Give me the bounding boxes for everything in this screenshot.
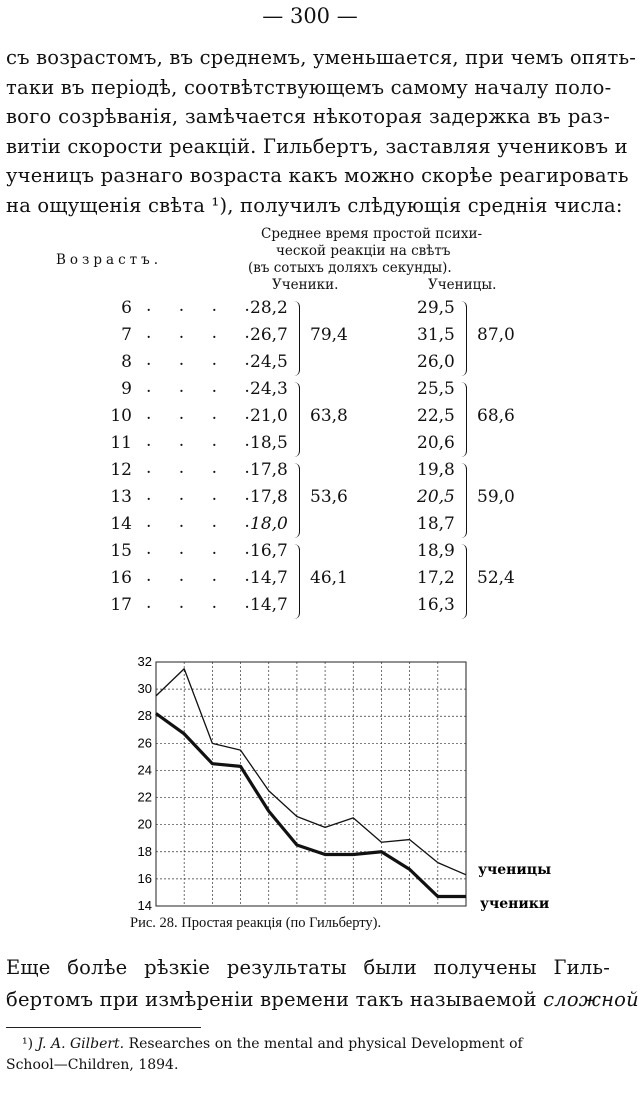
boys-time-cell: 18,0 (250, 514, 288, 534)
legend-label-girls: ученицы (478, 862, 552, 878)
boys-time-cell: 17,8 (250, 460, 288, 480)
boys-group-brace (294, 382, 300, 457)
figure-caption: Рис. 28. Простая реакція (по Гильберту). (130, 915, 382, 931)
y-tick-label: 32 (137, 654, 152, 669)
girls-group-average: 68,6 (477, 406, 515, 426)
boys-time-cell: 18,5 (250, 433, 288, 453)
footnote-line-2: School—Children, 1894. (6, 1057, 179, 1073)
y-tick-label: 14 (137, 898, 152, 913)
paragraph-line: ученицъ разнаго возраста какъ можно скорѣе реагировать (6, 164, 629, 187)
y-tick-label: 18 (137, 843, 152, 859)
boys-group-average: 63,8 (310, 406, 348, 426)
y-tick-label: 30 (137, 681, 152, 697)
girls-time-cell: 20,5 (417, 487, 455, 507)
paragraph-line: вого созрѣванія, замѣчается нѣкоторая задержка въ раз- (6, 105, 610, 128)
age-cell: 10 (110, 406, 132, 426)
girls-time-cell: 26,0 (417, 352, 455, 372)
age-cell: 6 (121, 298, 132, 318)
boys-time-cell: 24,5 (250, 352, 288, 372)
footnote-rule (6, 1027, 201, 1028)
leader-dots: . . . . (146, 566, 261, 586)
boys-time-cell: 14,7 (250, 595, 288, 615)
boys-group-brace (294, 544, 300, 619)
boys-time-cell: 21,0 (250, 406, 288, 426)
girls-group-average: 52,4 (477, 568, 515, 588)
boys-time-cell: 16,7 (250, 541, 288, 561)
boys-time-cell: 24,3 (250, 379, 288, 399)
legend-label-boys: ученики (480, 896, 550, 912)
age-cell: 11 (110, 433, 132, 453)
girls-group-average: 59,0 (477, 487, 515, 507)
body-paragraph-2 (6, 956, 639, 1026)
footnote-title: Researches on the mental and physical Development of (128, 1036, 523, 1052)
girls-time-cell: 20,6 (417, 433, 455, 453)
boys-time-cell: 28,2 (250, 298, 288, 318)
age-cell: 16 (110, 568, 132, 588)
paragraph-line: таки въ періодѣ, соотвѣтствующемъ самому началу поло- (6, 75, 612, 99)
reaction-time-chart (120, 652, 560, 920)
age-column-header: Возрастъ. (56, 252, 163, 268)
age-cell: 12 (110, 460, 132, 480)
boys-time-cell: 17,8 (250, 487, 288, 507)
girls-time-cell: 18,9 (417, 541, 455, 561)
body-paragraph (6, 46, 637, 226)
footnote-marker: ¹) (22, 1036, 34, 1052)
paragraph-2-line-2 (6, 988, 639, 1011)
boys-time-cell: 14,7 (250, 568, 288, 588)
paragraph-2-italic-word: сложной (543, 988, 639, 1011)
age-cell: 13 (110, 487, 132, 507)
age-cell: 9 (121, 379, 132, 399)
boys-group-average: 79,4 (310, 325, 348, 345)
reaction-time-header-line-2: ческой реакціи на свѣтъ (276, 243, 451, 259)
y-tick-label: 16 (137, 870, 152, 886)
girls-column-header: Ученицы. (428, 277, 497, 293)
girls-time-cell: 29,5 (417, 298, 455, 318)
paragraph-line: съ возрастомъ, въ среднемъ, уменьшается, при чемъ опять- (6, 46, 637, 69)
footnote-line-1 (22, 1036, 614, 1052)
paragraph-2-line-2-text: бертомъ при измѣреніи времени такъ называемой (6, 988, 537, 1011)
paragraph-line: на ощущенія свѣта ¹), получилъ слѣдующія среднія числа: (6, 193, 623, 217)
girls-time-cell: 25,5 (417, 379, 455, 399)
y-tick-label: 20 (137, 816, 152, 832)
leader-dots: . . . . (146, 485, 261, 505)
plot-frame (156, 662, 466, 906)
series-line-boys (156, 714, 466, 897)
leader-dots: . . . . (146, 377, 261, 397)
boys-group-brace (294, 463, 300, 538)
girls-time-cell: 18,7 (417, 514, 455, 534)
boys-group-average: 53,6 (310, 487, 348, 507)
reaction-time-header-line-3: (въ сотыхъ доляхъ секунды). (248, 260, 452, 276)
series-line-girls (156, 669, 466, 875)
leader-dots: . . . . (146, 323, 261, 343)
girls-group-brace (461, 544, 467, 619)
boys-group-average: 46,1 (310, 568, 348, 588)
leader-dots: . . . . (146, 539, 261, 559)
girls-group-brace (461, 382, 467, 457)
leader-dots: . . . . (146, 404, 261, 424)
leader-dots: . . . . (146, 458, 261, 478)
age-cell: 17 (110, 595, 132, 615)
girls-time-cell: 17,2 (417, 568, 455, 588)
page-number: — 300 — (262, 4, 358, 28)
footnote-author: J. A. Gilbert. (37, 1036, 125, 1052)
leader-dots: . . . . (146, 593, 261, 613)
girls-group-brace (461, 301, 467, 376)
y-tick-label: 22 (137, 789, 152, 805)
boys-group-brace (294, 301, 300, 376)
boys-time-cell: 26,7 (250, 325, 288, 345)
boys-column-header: Ученики. (272, 277, 339, 293)
age-cell: 8 (121, 352, 132, 372)
paragraph-line: витіи скорости реакцій. Гильбертъ, заставляя учениковъ и (6, 134, 628, 158)
y-tick-label: 28 (137, 708, 152, 724)
paragraph-2-line-1: Еще болѣе рѣзкіе результаты были получены Гиль- (6, 956, 610, 979)
girls-time-cell: 22,5 (417, 406, 455, 426)
age-cell: 7 (121, 325, 132, 345)
girls-group-brace (461, 463, 467, 538)
leader-dots: . . . . (146, 350, 261, 370)
leader-dots: . . . . (146, 512, 261, 532)
reaction-time-header-line-1: Среднее время простой психи- (261, 226, 483, 242)
girls-time-cell: 31,5 (417, 325, 455, 345)
leader-dots: . . . . (146, 296, 261, 316)
age-cell: 14 (110, 514, 132, 534)
girls-time-cell: 16,3 (417, 595, 455, 615)
y-tick-label: 26 (137, 735, 152, 751)
girls-group-average: 87,0 (477, 325, 515, 345)
girls-time-cell: 19,8 (417, 460, 455, 480)
y-tick-label: 24 (137, 762, 152, 778)
age-cell: 15 (110, 541, 132, 561)
leader-dots: . . . . (146, 431, 261, 451)
